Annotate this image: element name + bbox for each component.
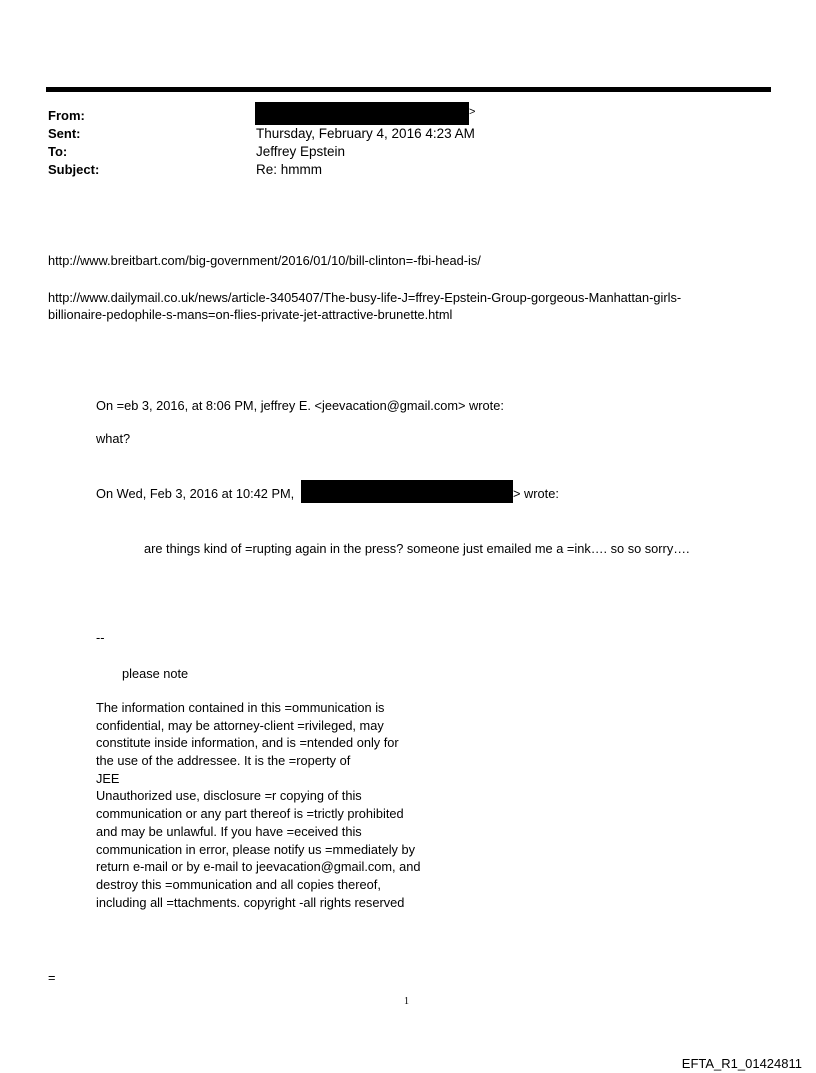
page-number: 1 — [404, 996, 409, 1007]
disclaimer-line: and may be unlawful. If you have =eceived this — [96, 823, 362, 839]
disclaimer-line: constitute inside information, and is =ntended only for — [96, 735, 399, 751]
link-dailymail-line2: billionaire-pedophile-s-mans=on-flies-private-jet-attractive-brunette.html — [48, 307, 453, 322]
from-value-suffix: > — [469, 106, 476, 118]
document-id: EFTA_R1_01424811 — [681, 1056, 802, 1071]
disclaimer-line: communication or any part thereof is =trictly prohibited — [96, 806, 404, 822]
disclaimer-line: the use of the addressee. It is the =roperty of — [96, 753, 351, 769]
link-breitbart: http://www.breitbart.com/big-government/2016/01/10/bill-clinton=-fbi-head-is/ — [48, 253, 481, 268]
to-label: To: — [48, 144, 68, 159]
trailing-equals: = — [48, 970, 56, 985]
disclaimer-line: confidential, may be attorney-client =rivileged, may — [96, 717, 384, 733]
redacted-sender — [255, 102, 469, 125]
to-value: Jeffrey Epstein — [256, 144, 346, 159]
disclaimer-line: return e-mail or by e-mail to jeevacation@gmail.com, and — [96, 859, 421, 875]
sent-value: Thursday, February 4, 2016 4:23 AM — [256, 126, 475, 141]
subject-value: Re: hmmm — [256, 162, 323, 177]
disclaimer-line: JEE — [96, 770, 120, 786]
disclaimer-line: Unauthorized use, disclosure =r copying of this — [96, 788, 362, 804]
disclaimer-line: including all =ttachments. copyright -all rights reserved — [96, 894, 405, 910]
quote2-body: are things kind of =rupting again in the press? someone just emailed me a =ink…. so so sorry…. — [144, 541, 690, 556]
signature-dashes: -- — [96, 630, 105, 645]
quote1-body: what? — [96, 431, 131, 446]
disclaimer-line: communication in error, please notify us =mmediately by — [96, 841, 416, 857]
sent-label: Sent: — [48, 126, 81, 141]
quote2-header-prefix: On Wed, Feb 3, 2016 at 10:42 PM, — [96, 486, 295, 501]
disclaimer-line: destroy this =ommunication and all copies thereof, — [96, 876, 381, 892]
signature-note: please note — [122, 666, 189, 681]
subject-label: Subject: — [48, 162, 100, 177]
link-dailymail-line1: http://www.dailymail.co.uk/news/article-3405407/The-busy-life-J=ffrey-Epstein-Group-gorgeous-Manhattan-girls- — [48, 290, 682, 305]
disclaimer-line: The information contained in this =ommunication is — [96, 700, 385, 715]
from-label: From: — [48, 108, 85, 123]
redacted-quote-sender — [301, 480, 513, 503]
quote2-header-suffix: > wrote: — [513, 486, 559, 501]
header-rule — [46, 87, 771, 92]
quote1-header: On =eb 3, 2016, at 8:06 PM, jeffrey E. <jeevacation@gmail.com> wrote: — [96, 398, 504, 413]
confidentiality-disclaimer — [96, 699, 421, 911]
